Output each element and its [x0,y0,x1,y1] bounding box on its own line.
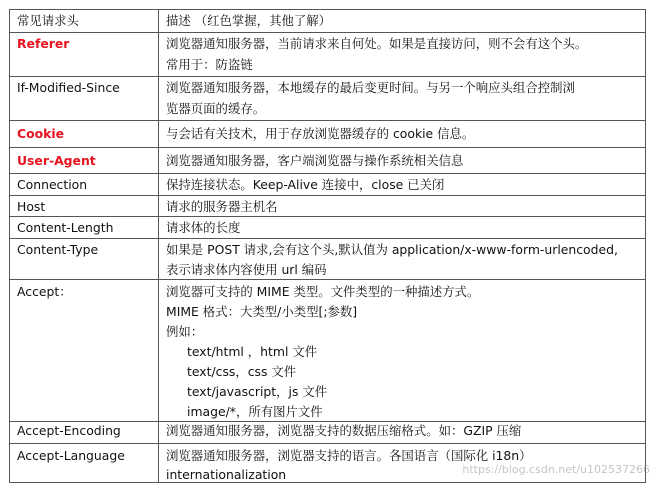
header-name-host: Host [17,199,46,214]
table-row [10,421,645,443]
desc-line: 常用于：防盗链 [166,57,253,72]
desc-line: internationalization [166,467,287,482]
header-name-accept: Accept： [17,284,72,299]
row-desc [166,33,587,75]
desc-line: 例如： [166,324,204,339]
desc-line: 浏览器通知服务器，浏览器支持的数据压缩格式。如：GZIP 压缩 [166,423,522,438]
row-desc [166,239,618,279]
table-row [10,216,645,238]
header-name-content-type: Content-Type [17,242,99,257]
header-name: 常见请求头 [17,13,79,28]
row-desc [166,217,240,238]
row-desc [166,281,479,421]
row-desc [166,77,575,119]
desc-line: 请求的服务器主机名 [166,199,278,214]
desc-line: 浏览器通知服务器，本地缓存的最后变更时间。与另一个响应头组合控制浏 [166,80,575,95]
row-desc [166,123,474,144]
desc-line: 保持连接状态。Keep-Alive 连接中，close 已关闭 [166,177,445,192]
table-row [10,279,645,421]
header-name-connection: Connection [17,177,88,192]
desc-line: 浏览器通知服务器，浏览器支持的语言。各国语言（国际化 i18n） [166,448,532,463]
desc-line: text/css，css 文件 [187,364,297,379]
table-row [10,147,645,173]
table-row [10,120,645,147]
header-name-content-length: Content-Length [17,220,114,235]
header-name-accept-language: Accept-Language [17,448,125,463]
table-row [10,76,645,120]
desc-line: 浏览器通知服务器，当前请求来自何处。如果是直接访问，则不会有这个头。 [166,36,588,51]
table-row [10,238,645,279]
table-row [10,32,645,76]
desc-line: image/*，所有图片文件 [187,404,323,419]
table-row [10,173,645,195]
table-row [10,195,645,216]
header-name-accept-encoding: Accept-Encoding [17,423,121,438]
header-name-referer: Referer [17,36,70,51]
desc-line: 如果是 POST 请求,会有这个头,默认值为 application/x-www-form-urlencoded, [166,242,618,257]
header-name-user-agent: User-Agent [17,153,96,168]
row-desc [166,420,521,441]
desc-line: 请求体的长度 [166,220,241,235]
desc-line: 表示请求体内容使用 url 编码 [166,262,327,277]
header-name-cookie: Cookie [17,126,65,141]
header-name-if-modified-since: If-Modified-Since [17,80,120,95]
header-desc: 描述 （红色掌握，其他了解） [166,13,332,28]
watermark: https://blog.csdn.net/u102537266 [462,463,650,476]
desc-line: text/javascript，js 文件 [187,384,328,399]
row-desc [166,196,278,217]
table-header-row [10,10,645,32]
desc-line: 与会话有关技术，用于存放浏览器缓存的 cookie 信息。 [166,126,475,141]
desc-line: MIME 格式：大类型/小类型[;参数] [166,304,358,319]
request-headers-table [9,9,646,483]
row-desc [166,174,444,195]
row-desc [166,150,463,171]
desc-line: 浏览器可支持的 MIME 类型。文件类型的一种描述方式。 [166,284,480,299]
desc-line: 浏览器通知服务器，客户端浏览器与操作系统相关信息 [166,153,464,168]
desc-line: 览器页面的缓存。 [166,101,266,116]
desc-line: text/html ，html 文件 [187,344,318,359]
